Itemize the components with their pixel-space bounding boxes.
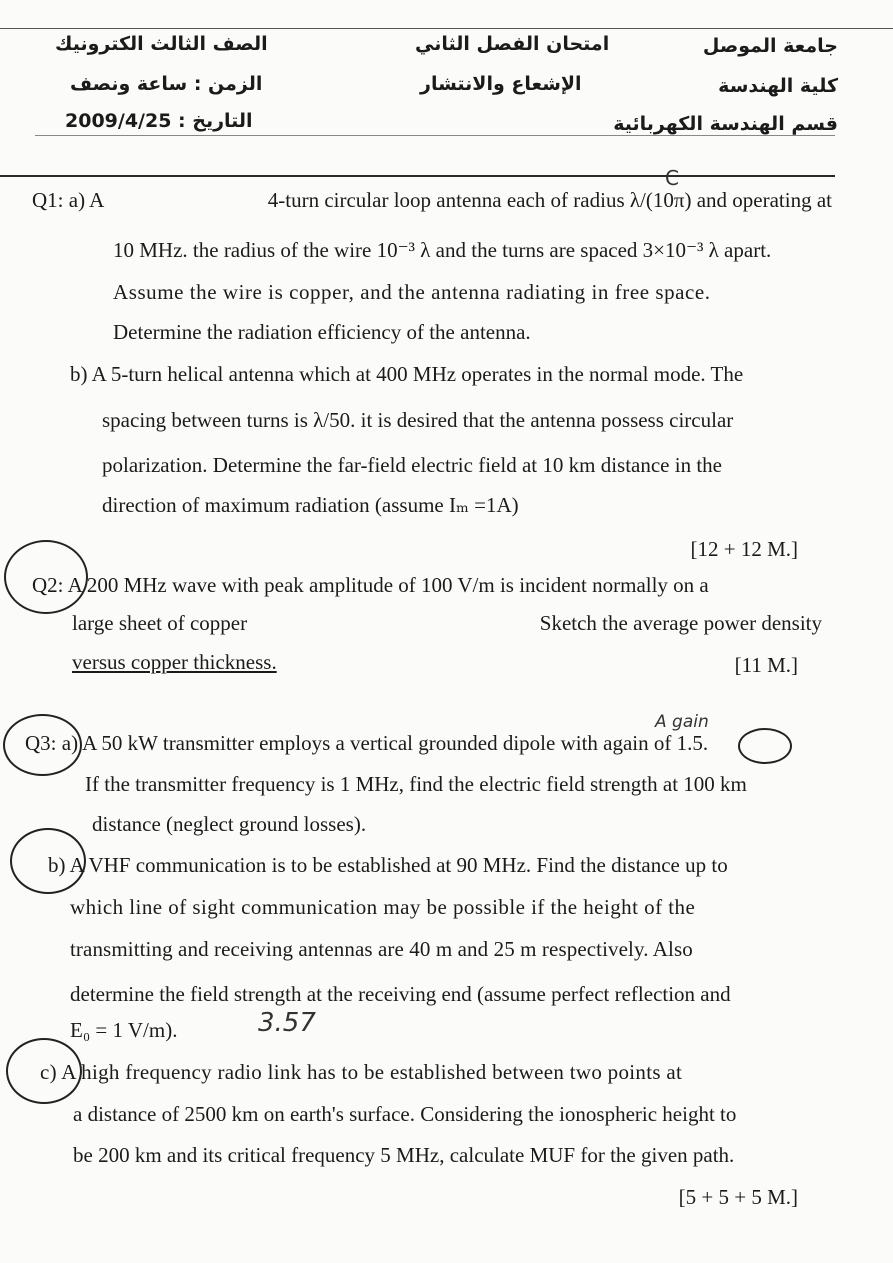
handwritten-gain-note: A gain [655,712,709,732]
college-name: كلية الهندسة [718,75,838,97]
q1-b-line-3: polarization. Determine the far-field electric field at 10 km distance in the [102,453,722,477]
q2-line-3: versus copper thickness. [72,650,277,674]
q2-marks: [11 M.] [734,653,798,677]
q3-c-line-2: a distance of 2500 km on earth's surface. Considering the ionospheric height to [73,1102,737,1126]
q3-b-line-4: determine the field strength at the receiving end (assume perfect reflection and [70,982,731,1006]
class-label: الصف الثالث الكترونيك [55,33,268,55]
q3-b-line-3: transmitting and receiving antennas are 40 m and 25 m respectively. Also [70,937,693,961]
handwritten-c-mark: C [665,166,679,190]
q3-c-line-3: be 200 km and its critical frequency 5 MHz, calculate MUF for the given path. [73,1143,735,1167]
q3-c-line-1: c) A high frequency radio link has to be established between two points at [40,1060,683,1084]
q2-line-2: large sheet of copper Sketch the average power density [72,611,822,635]
q1-b-line-2: spacing between turns is λ/50. it is desired that the antenna possess circular [102,408,734,432]
q1-a-line-3: Assume the wire is copper, and the antenna radiating in free space. [113,280,711,304]
q1-a-line-1: Q1: a) A 4-turn circular loop antenna each of radius λ/(10π) and operating at [32,188,832,212]
q1-b-line-4: direction of maximum radiation (assume Iₘ =1A) [102,493,519,517]
q3-b-line-5: E₀ = 1 V/m). [70,1018,178,1042]
q3-b-line-1: b) A VHF communication is to be established at 90 MHz. Find the distance up to [48,853,728,877]
exam-subject: الإشعاع والانتشار [420,73,582,95]
gain-value-circle [738,728,792,764]
q3-b-line-2: which line of sight communication may be possible if the height of the [70,895,696,919]
q2-line-1: Q2: A 200 MHz wave with peak amplitude of 100 V/m is incident normally on a [32,573,709,597]
date-label: التاريخ : 2009/4/25 [65,110,253,132]
handwritten-result-note: 3.57 [258,1008,316,1038]
q3-a-line-1: Q3: a) A 50 kW transmitter employs a vertical grounded dipole with again of 1.5. [25,731,709,755]
q3-a-line-3: distance (neglect ground losses). [92,812,367,836]
time-label: الزمن : ساعة ونصف [70,73,263,95]
q1-a-line-2: 10 MHz. the radius of the wire 10⁻³ λ and the turns are spaced 3×10⁻³ λ apart. [113,238,772,262]
q3-a-line-2: If the transmitter frequency is 1 MHz, find the electric field strength at 100 km [85,772,747,796]
university-name: جامعة الموصل [702,35,838,57]
q3-marks: [5 + 5 + 5 M.] [678,1185,798,1209]
q1-b-line-1: b) A 5-turn helical antenna which at 400 MHz operates in the normal mode. The [70,362,744,386]
q1-marks: [12 + 12 M.] [690,537,798,561]
header-top-rule [0,28,893,29]
department-name: قسم الهندسة الكهربائية [613,113,838,135]
q1-a-line-4: Determine the radiation efficiency of the antenna. [113,320,531,344]
header-divider [35,135,835,136]
exam-title: امتحان الفصل الثاني [415,33,610,55]
header-bottom-rule [0,175,835,177]
